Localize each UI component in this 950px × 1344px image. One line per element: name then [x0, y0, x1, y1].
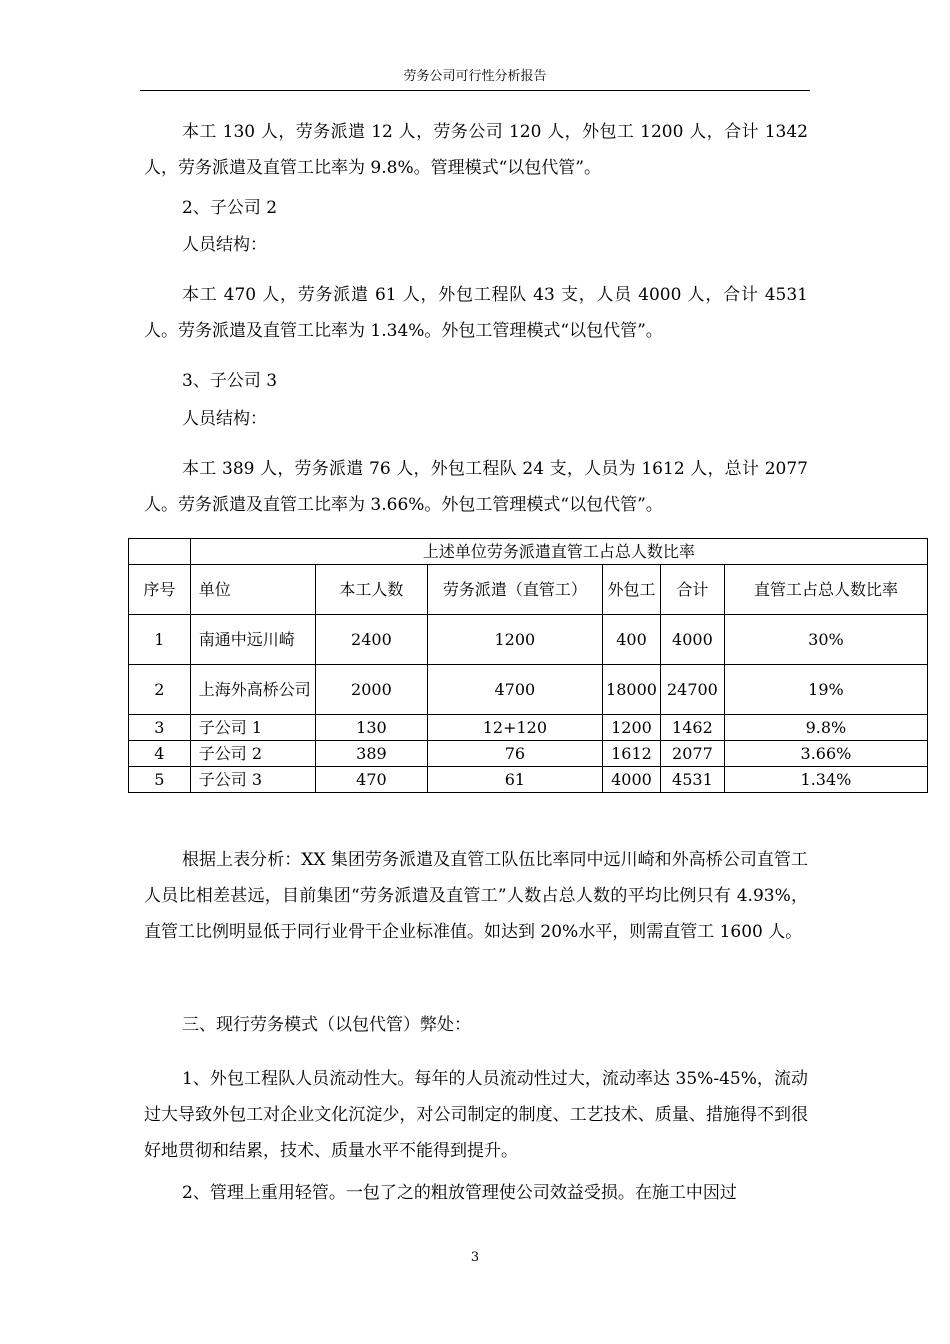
table-cell: 3 [129, 715, 191, 741]
table-cell: 子公司 2 [190, 741, 315, 767]
table-header-cell: 合计 [660, 565, 724, 615]
table-row [129, 741, 928, 767]
table-cell: 2000 [316, 665, 428, 715]
table-cell: 470 [316, 767, 428, 793]
table-cell: 1200 [603, 715, 661, 741]
table-cell: 上海外高桥公司 [190, 665, 315, 715]
table-caption: 上述单位劳务派遣直管工占总人数比率 [190, 539, 927, 565]
table-cell: 1462 [660, 715, 724, 741]
table-cell: 3.66% [724, 741, 927, 767]
table-row [129, 767, 928, 793]
table-header-cell: 直管工占总人数比率 [724, 565, 927, 615]
table-header-cell: 序号 [129, 565, 191, 615]
table-cell: 子公司 3 [190, 767, 315, 793]
table-cell: 30% [724, 615, 927, 665]
table-cell: 76 [427, 741, 602, 767]
table-cell: 12+120 [427, 715, 602, 741]
table-header-cell: 单位 [190, 565, 315, 615]
table-cell: 4000 [603, 767, 661, 793]
table-row [129, 615, 928, 665]
table-cell: 4 [129, 741, 191, 767]
table-cell: 1 [129, 615, 191, 665]
table-cell: 4531 [660, 767, 724, 793]
paragraph-subsidiary-3: 本工 389 人，劳务派遣 76 人，外包工程队 24 支，人员为 1612 人，总计 2077 人。劳务派遣及直管工比率为 3.66%。外包工管理模式“以包代管”。 [144, 459, 808, 515]
heading-subsidiary-3: 3、子公司 3 [182, 371, 278, 391]
table-cell: 5 [129, 767, 191, 793]
table-cell: 2400 [316, 615, 428, 665]
table-cell: 9.8% [724, 715, 927, 741]
table-cell: 子公司 1 [190, 715, 315, 741]
paragraph-drawback-2: 2、管理上重用轻管。一包了之的粗放管理使公司效益受损。在施工中因过 [182, 1183, 737, 1203]
page-header: 劳务公司可行性分析报告 [140, 66, 810, 91]
paragraph-subsidiary-1: 本工 130 人，劳务派遣 12 人，劳务公司 120 人，外包工 1200 人，合计 1342 人，劳务派遣及直管工比率为 9.8%。管理模式“以包代管”。 [144, 122, 808, 178]
table-cell: 4700 [427, 665, 602, 715]
table-cell: 400 [603, 615, 661, 665]
label-staff-structure-3: 人员结构： [182, 409, 267, 429]
table-row [129, 665, 928, 715]
table-row [129, 715, 928, 741]
table-cell: 24700 [660, 665, 724, 715]
table-header-cell: 本工人数 [316, 565, 428, 615]
label-staff-structure-2: 人员结构： [182, 235, 267, 255]
table-cell: 130 [316, 715, 428, 741]
table-cell: 2 [129, 665, 191, 715]
table-corner-cell [129, 539, 191, 565]
table-header-cell: 外包工 [603, 565, 661, 615]
table-cell: 4000 [660, 615, 724, 665]
page-number: 3 [470, 1250, 480, 1265]
paragraph-analysis: 根据上表分析：XX 集团劳务派遣及直管工队伍比率同中远川崎和外高桥公司直管工人员比相差甚远，目前集团“劳务派遣及直管工”人数占总人数的平均比例只有 4.93%，直管工比例明显低于同行业骨干企业标准值。如达到 20%水平，则需直管工 1600 人。 [144, 850, 808, 942]
table-cell: 19% [724, 665, 927, 715]
heading-subsidiary-2: 2、子公司 2 [182, 198, 278, 218]
table-cell: 1612 [603, 741, 661, 767]
paragraph-drawback-1: 1、外包工程队人员流动性大。每年的人员流动性过大，流动率达 35%-45%，流动过大导致外包工对企业文化沉淀少，对公司制定的制度、工艺技术、质量、措施得不到很好地贯彻和结累，技术、质量水平不能得到提升。 [144, 1069, 808, 1161]
table-cell: 61 [427, 767, 602, 793]
table-cell: 2077 [660, 741, 724, 767]
ratio-table [128, 538, 928, 793]
paragraph-subsidiary-2: 本工 470 人，劳务派遣 61 人，外包工程队 43 支，人员 4000 人，合计 4531 人。劳务派遣及直管工比率为 1.34%。外包工管理模式“以包代管”。 [144, 285, 808, 341]
table-cell: 1200 [427, 615, 602, 665]
table-cell: 南通中远川崎 [190, 615, 315, 665]
table-cell: 18000 [603, 665, 661, 715]
table-cell: 1.34% [724, 767, 927, 793]
heading-drawbacks: 三、现行劳务模式（以包代管）弊处： [182, 1015, 471, 1035]
table-header-cell: 劳务派遣（直管工） [427, 565, 602, 615]
table-cell: 389 [316, 741, 428, 767]
